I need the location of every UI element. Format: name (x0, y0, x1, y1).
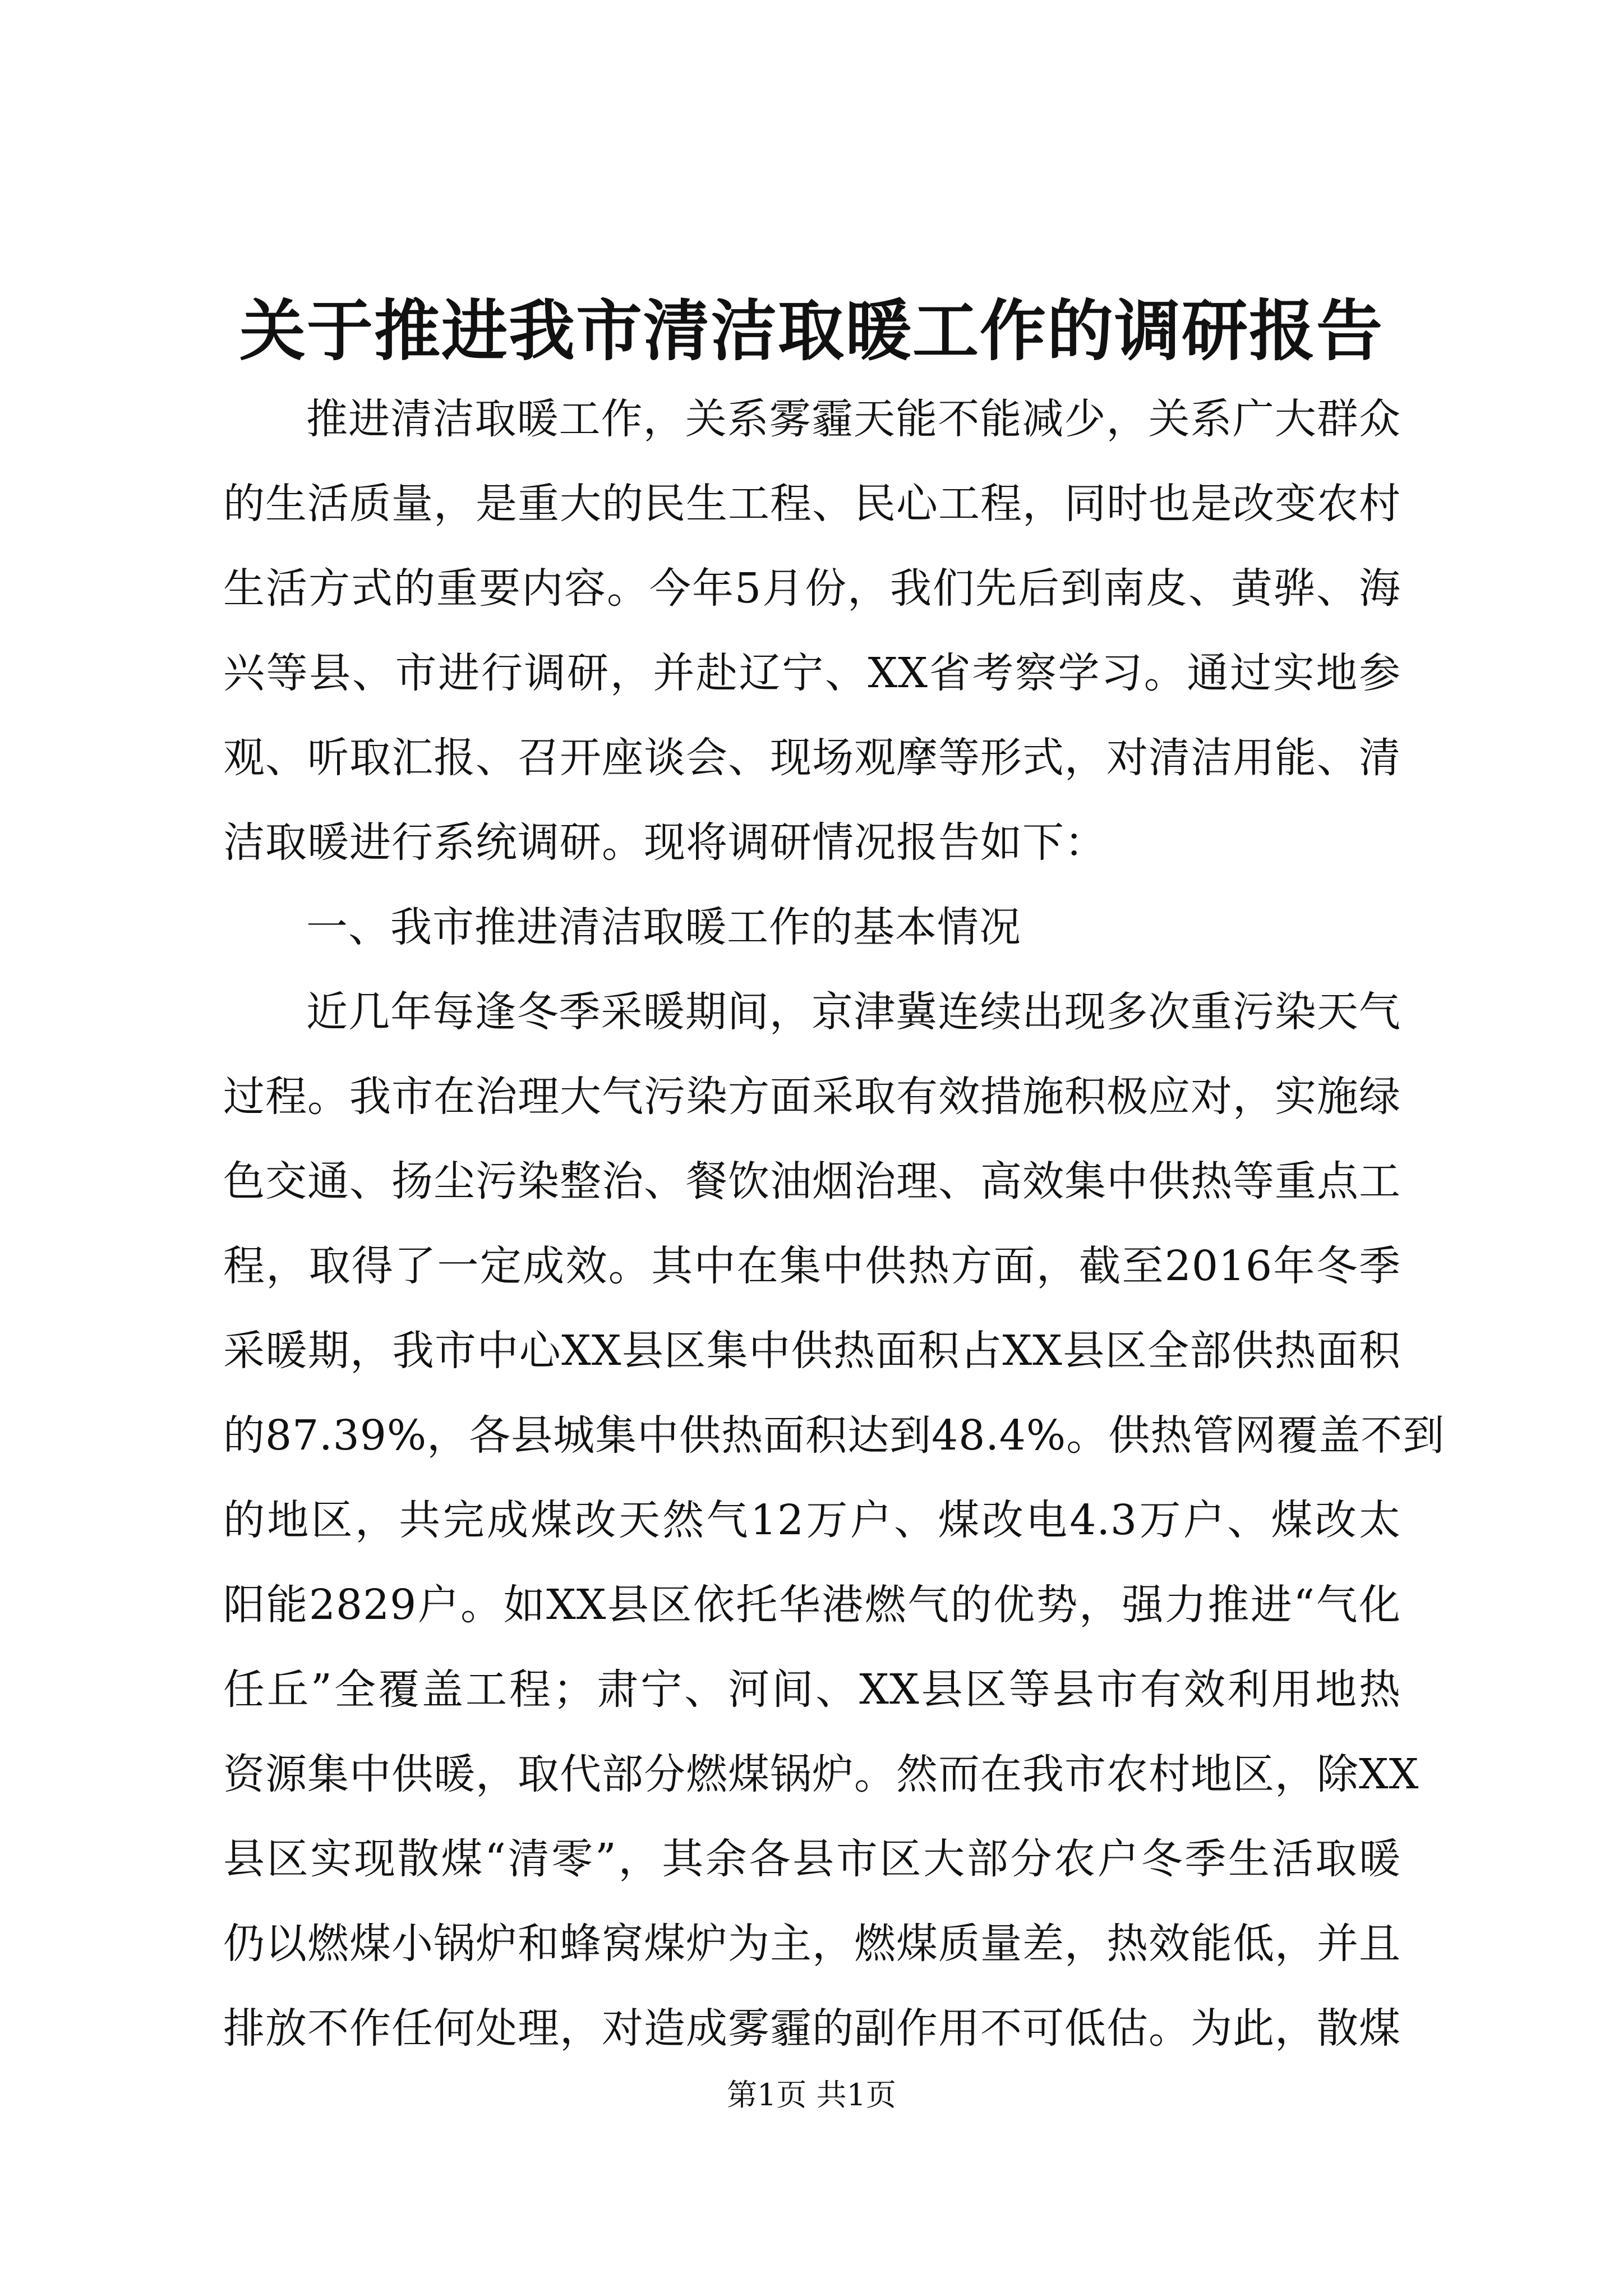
text-line: 观、听取汇报、召开座谈会、现场观摩等形式，对清洁用能、清 (223, 734, 1401, 782)
text-line: 程，取得了一定成效。其中在集中供热方面，截至2016年冬季 (223, 1242, 1401, 1290)
text-line: 的地区，共完成煤改天然气12万户、煤改电4.3万户、煤改太 (223, 1496, 1401, 1544)
document-title: 关于推进我市清洁取暖工作的调研报告 (239, 292, 1384, 370)
text-line: 县区实现散煤“清零”，其余各县市区大部分农户冬季生活取暖 (223, 1835, 1401, 1883)
text-line: 色交通、扬尘污染整治、餐饮油烟治理、高效集中供热等重点工 (223, 1157, 1401, 1205)
text-line: 近几年每逢冬季采暖期间，京津冀连续出现多次重污染天气 (306, 988, 1401, 1036)
text-line: 兴等县、市进行调研，并赴辽宁、XX省考察学习。通过实地参 (223, 649, 1401, 697)
text-line: 生活方式的重要内容。今年5月份，我们先后到南皮、黄骅、海 (223, 564, 1401, 613)
text-line: 仍以燃煤小锅炉和蜂窝煤炉为主，燃煤质量差，热效能低，并且 (223, 1920, 1401, 1968)
text-line: 的87.39%，各县城集中供热面积达到48.4%。供热管网覆盖不到 (223, 1411, 1445, 1460)
text-line: 洁取暖进行系统调研。现将调研情况报告如下： (223, 818, 1106, 867)
text-line: 排放不作任何处理，对造成雾霾的副作用不可低估。为此，散煤 (223, 2004, 1401, 2053)
page-number-footer: 第1页 共1页 (727, 2077, 896, 2113)
text-line: 任丘”全覆盖工程；肃宁、河间、XX县区等县市有效利用地热 (223, 1665, 1401, 1714)
text-line: 采暖期，我市中心XX县区集中供热面积占XX县区全部供热面积 (223, 1327, 1401, 1375)
text-line: 资源集中供暖，取代部分燃煤锅炉。然而在我市农村地区，除XX (223, 1750, 1419, 1798)
text-line: 推进清洁取暖工作，关系雾霾天能不能减少，关系广大群众 (306, 395, 1401, 443)
text-line: 过程。我市在治理大气污染方面采取有效措施积极应对，实施绿 (223, 1073, 1401, 1121)
text-line: 一、我市推进清洁取暖工作的基本情况 (306, 903, 1021, 951)
text-line: 的生活质量，是重大的民生工程、民心工程，同时也是改变农村 (223, 480, 1401, 528)
text-line: 阳能2829户。如XX县区依托华港燃气的优势，强力推进“气化 (223, 1581, 1401, 1629)
document-body (223, 377, 1445, 2071)
